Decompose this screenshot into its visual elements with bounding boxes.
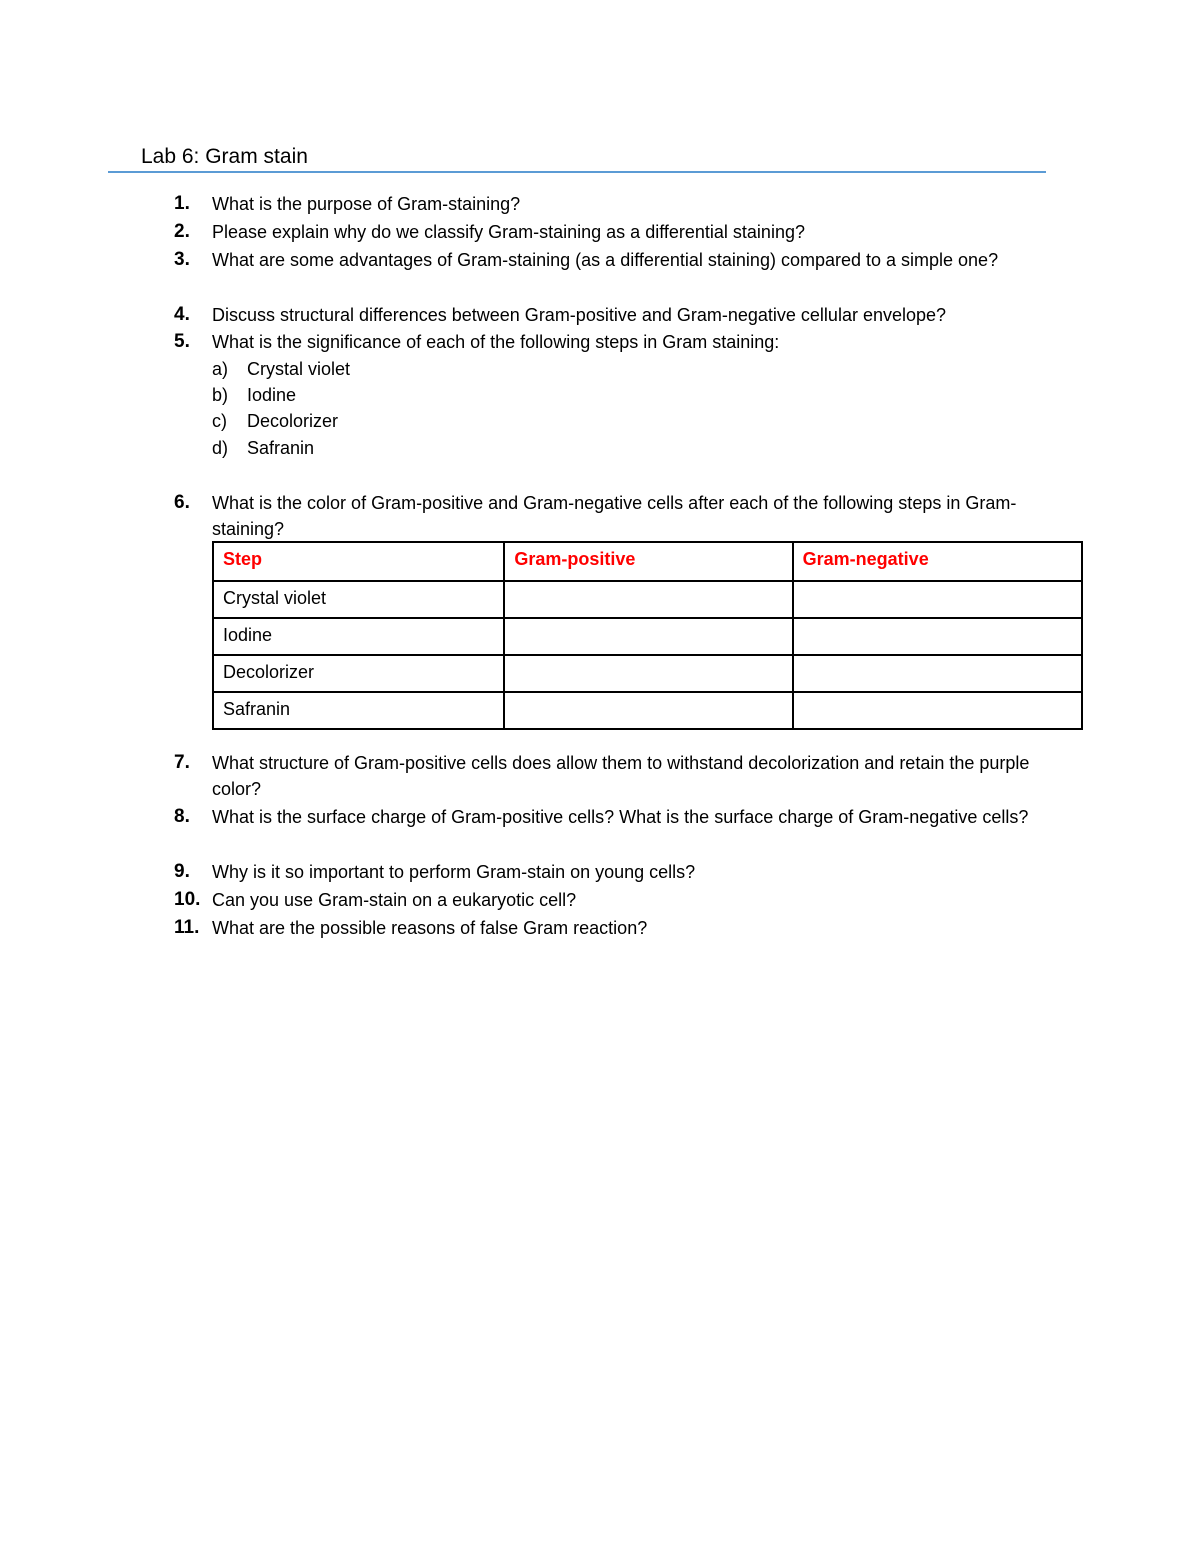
gram-positive-cell[interactable] [504, 655, 792, 692]
question-text: Discuss structural differences between Gram-positive and Gram-negative cellular envelope? [212, 305, 947, 325]
step-letter: d) [212, 438, 229, 458]
question-text: What are the possible reasons of false Gram reaction? [212, 918, 648, 938]
question-5 [174, 329, 1054, 355]
header-step: Step [213, 542, 504, 581]
gram-negative-cell[interactable] [793, 655, 1082, 692]
gram-positive-cell[interactable] [504, 692, 792, 729]
question-number: 3. [174, 249, 190, 270]
question-number: 10. [174, 889, 201, 910]
question-number: 5. [174, 331, 190, 352]
step-cell: Decolorizer [213, 655, 504, 692]
question-7 [174, 750, 1054, 802]
question-number: 4. [174, 304, 190, 325]
step-letter: b) [212, 385, 229, 405]
step-letter: c) [212, 411, 227, 431]
step-item-b [212, 382, 296, 408]
question-text: What is the purpose of Gram-staining? [212, 194, 521, 214]
question-2 [174, 219, 1054, 245]
question-3 [174, 247, 1054, 273]
question-number: 6. [174, 492, 190, 513]
question-text: Can you use Gram-stain on a eukaryotic cell? [212, 890, 577, 910]
question-10 [174, 887, 1054, 913]
question-text: What is the color of Gram-positive and Gram-negative cells after each of the following steps in Gram-staining? [212, 493, 1017, 539]
table-row [213, 618, 1082, 655]
question-number: 7. [174, 752, 190, 773]
title-underline [108, 171, 1046, 173]
page-title: Lab 6: Gram stain [141, 145, 308, 168]
step-item-a [212, 356, 350, 382]
header-gram-negative: Gram-negative [793, 542, 1082, 581]
question-number: 2. [174, 221, 190, 242]
question-text: Please explain why do we classify Gram-staining as a differential staining? [212, 222, 805, 242]
question-number: 8. [174, 806, 190, 827]
question-text: What structure of Gram-positive cells does allow them to withstand decolorization and retain the purple color? [212, 753, 1030, 799]
question-1 [174, 191, 1054, 217]
step-text: Crystal violet [247, 359, 351, 379]
question-number: 1. [174, 193, 190, 214]
question-number: 11. [174, 917, 200, 938]
step-item-c [212, 408, 338, 434]
step-item-d [212, 435, 314, 461]
color-table [212, 541, 1083, 730]
question-8 [174, 804, 1054, 830]
header-gram-positive: Gram-positive [504, 542, 792, 581]
question-number: 9. [174, 861, 190, 882]
question-11 [174, 915, 1054, 941]
question-text: What is the significance of each of the following steps in Gram staining: [212, 332, 780, 352]
table-row [213, 581, 1082, 618]
question-6 [174, 490, 1054, 542]
table-header-row [213, 542, 1082, 581]
step-cell: Safranin [213, 692, 504, 729]
table-row [213, 692, 1082, 729]
step-text: Safranin [247, 438, 315, 458]
question-text: What is the surface charge of Gram-positive cells? What is the surface charge of Gram-negative cells? [212, 807, 1029, 827]
step-text: Iodine [247, 385, 297, 405]
step-cell: Iodine [213, 618, 504, 655]
table-row [213, 655, 1082, 692]
gram-negative-cell[interactable] [793, 618, 1082, 655]
question-9 [174, 859, 1054, 885]
question-4 [174, 302, 1054, 328]
gram-negative-cell[interactable] [793, 581, 1082, 618]
step-cell: Crystal violet [213, 581, 504, 618]
gram-negative-cell[interactable] [793, 692, 1082, 729]
gram-positive-cell[interactable] [504, 618, 792, 655]
question-text: Why is it so important to perform Gram-stain on young cells? [212, 862, 696, 882]
step-letter: a) [212, 359, 229, 379]
question-text: What are some advantages of Gram-staining (as a differential staining) compared to a simple one? [212, 250, 999, 270]
gram-positive-cell[interactable] [504, 581, 792, 618]
step-text: Decolorizer [247, 411, 339, 431]
